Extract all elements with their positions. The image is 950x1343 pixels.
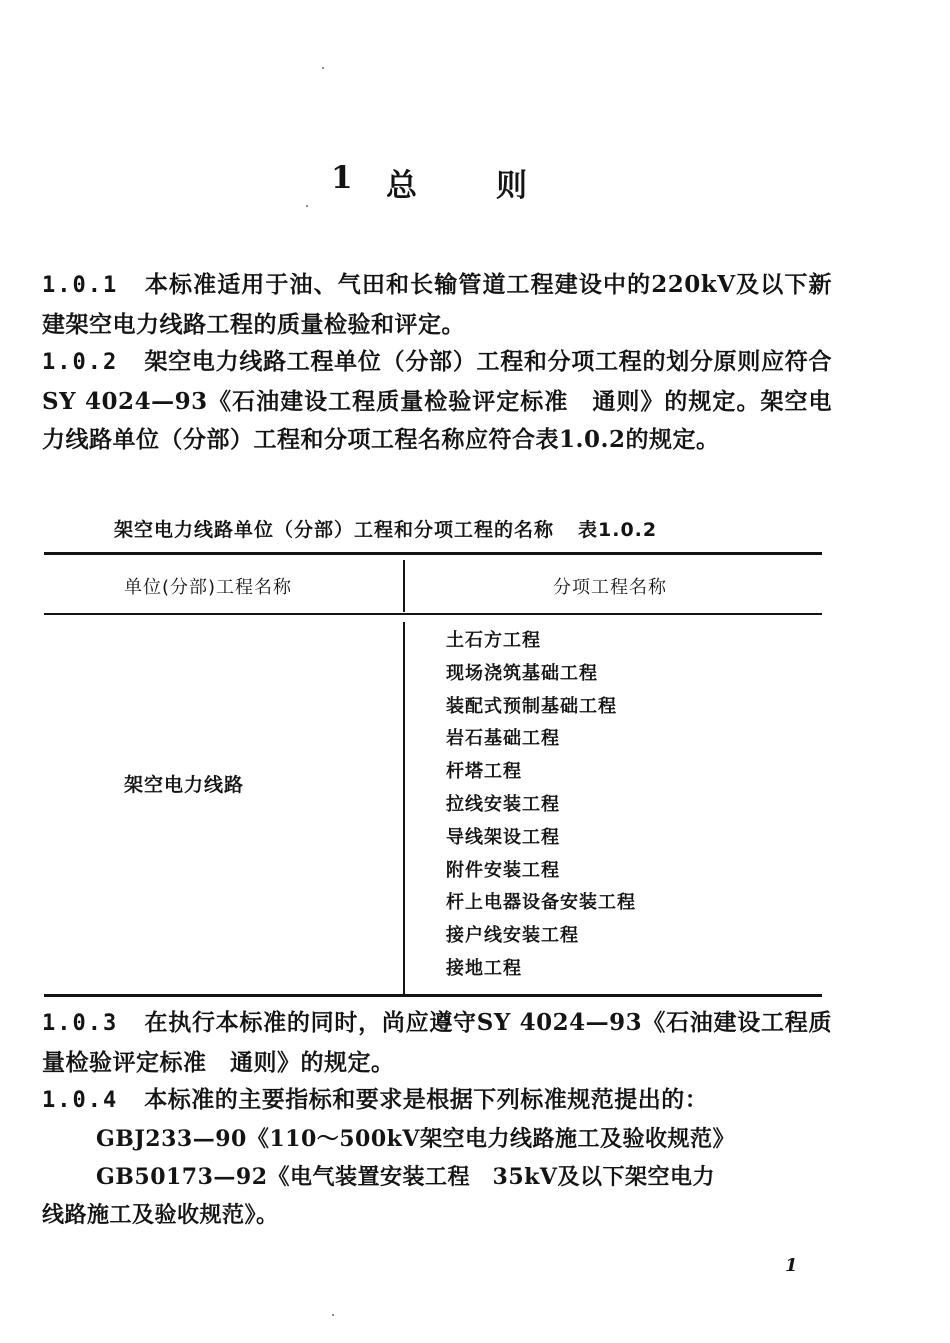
- chapter-number: 1: [331, 160, 354, 196]
- scan-speck: [332, 1314, 334, 1316]
- clause-number: 1.0.2: [42, 350, 119, 375]
- list-item: 附件安装工程: [446, 859, 560, 881]
- table-bottom-rule: [44, 994, 822, 997]
- table-caption-text: 架空电力线路单位（分部）工程和分项工程的名称: [114, 519, 555, 541]
- list-item: 接户线安装工程: [446, 925, 579, 947]
- clause-text: 架空电力线路工程单位（分部）工程和分项工程的划分原则应符合SY 4024—93《石油建设工程质量检验评定标准 通则》的规定。架空电力线路单位（分部）工程和分项工程名称应符合表1.0.2的规定。: [42, 348, 832, 453]
- list-item: 接地工程: [446, 957, 522, 979]
- clause-text: 本标准的主要指标和要求是根据下列标准规范提出的：: [144, 1086, 709, 1113]
- list-item: 拉线安装工程: [446, 793, 560, 815]
- scan-speck: [322, 67, 324, 69]
- reference-standard-2: GB50173—92《电气装置安装工程 35kV及以下架空电力: [96, 1164, 715, 1190]
- clause-number: 1.0.3: [42, 1011, 119, 1036]
- clause-1-0-4: [42, 1081, 832, 1121]
- table-caption: [114, 515, 657, 542]
- clause-text: 在执行本标准的同时，尚应遵守SY 4024—93《石油建设工程质量检验评定标准 通则》的规定。: [42, 1009, 832, 1076]
- clause-1-0-2: [42, 343, 832, 460]
- list-item: 现场浇筑基础工程: [446, 662, 598, 684]
- table-header-unit: 单位(分部)工程名称: [124, 577, 293, 598]
- table-body-divider: [403, 622, 405, 994]
- reference-standard-2-continued: 线路施工及验收规范》。: [42, 1202, 279, 1228]
- table-top-rule: [44, 552, 822, 555]
- subitem-list: [446, 625, 636, 986]
- clause-number: 1.0.1: [42, 273, 119, 298]
- list-item: 杆塔工程: [446, 761, 522, 783]
- clause-text: 本标准适用于油、气田和长输管道工程建设中的220kV及以下新建架空电力线路工程的质量检验和评定。: [42, 271, 832, 338]
- chapter-title-part2: 则: [496, 168, 528, 204]
- table-header-rule: [44, 613, 822, 615]
- list-item: 杆上电器设备安装工程: [446, 892, 636, 914]
- list-item: 岩石基础工程: [446, 728, 560, 750]
- reference-standard-1: GBJ233—90《110～500kV架空电力线路施工及验收规范》: [96, 1126, 735, 1152]
- list-item: 土石方工程: [446, 630, 541, 651]
- list-item: 装配式预制基础工程: [446, 695, 617, 717]
- table-header-divider: [403, 560, 405, 612]
- clause-1-0-1: [42, 266, 832, 344]
- table-number: 表1.0.2: [578, 519, 658, 541]
- scan-speck: [306, 205, 308, 207]
- table-unit-name: 架空电力线路: [124, 774, 245, 796]
- page-number: 1: [785, 1255, 798, 1276]
- list-item: 导线架设工程: [446, 826, 560, 848]
- chapter-title-part1: 总: [386, 168, 418, 204]
- clause-1-0-3: [42, 1004, 832, 1082]
- clause-number: 1.0.4: [42, 1088, 119, 1113]
- table-header-subitem: 分项工程名称: [553, 577, 667, 598]
